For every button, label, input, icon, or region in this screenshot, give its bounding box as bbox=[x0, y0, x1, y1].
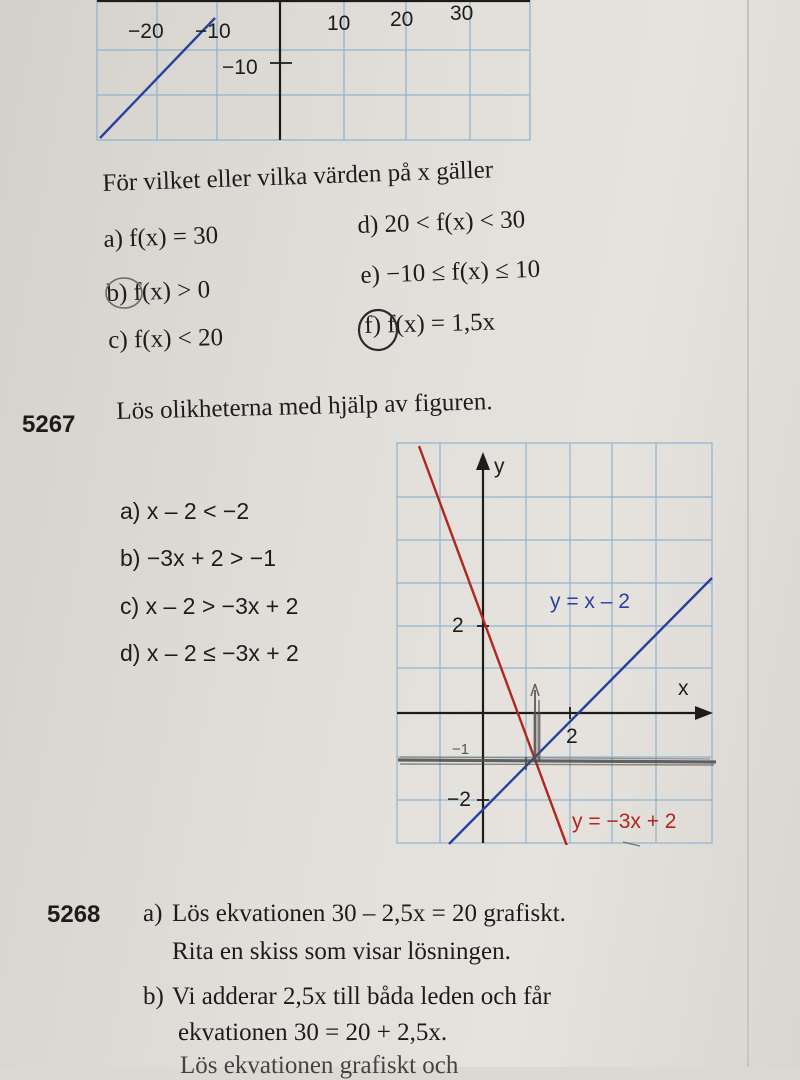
part-5267-a-label: a) bbox=[120, 498, 141, 524]
top-y-tick: −10 bbox=[222, 56, 258, 79]
line-y-equals-minus-3x-plus-2 bbox=[419, 446, 567, 846]
problem-5268-a-label: a) bbox=[143, 900, 163, 927]
prev-part-c-label: c) bbox=[108, 326, 129, 354]
problem-5268-a-line2: Rita en skiss som visar lösningen. bbox=[172, 938, 511, 965]
y-tick-minus-2: −2 bbox=[447, 788, 471, 811]
prev-part-e-label: e) bbox=[360, 261, 381, 289]
problem-5268-number: 5268 bbox=[47, 901, 101, 928]
prev-question: För vilket eller vilka värden på x gäller bbox=[102, 156, 494, 197]
prev-part-d-text: 20 < f(x) < 30 bbox=[384, 206, 526, 239]
x-axis-label: x bbox=[678, 677, 689, 700]
part-5267-d-text: x – 2 ≤ −3x + 2 bbox=[146, 640, 299, 666]
part-5267-c-text: x – 2 > −3x + 2 bbox=[145, 593, 299, 619]
handwritten-minus-1: −1 bbox=[452, 741, 470, 758]
line-y-equals-x-minus-2 bbox=[449, 578, 712, 844]
problem-5267-title: Lös olikheterna med hjälp av figuren. bbox=[116, 388, 493, 425]
problem-5268-b-line2: ekvationen 30 = 20 + 2,5x. bbox=[178, 1019, 448, 1046]
top-x-tick-5: 30 bbox=[450, 2, 474, 25]
label-blue-line: y = x – 2 bbox=[550, 590, 630, 613]
prev-part-c-text: f(x) < 20 bbox=[133, 323, 224, 354]
y-tick-2: 2 bbox=[452, 614, 464, 637]
y-axis-arrow-icon bbox=[476, 452, 490, 470]
top-x-tick-4: 20 bbox=[390, 8, 414, 31]
top-x-tick-3: 10 bbox=[327, 12, 351, 35]
prev-part-f-label: f) bbox=[364, 311, 382, 339]
problem-5268-b-line3: Lös ekvationen grafiskt och bbox=[180, 1052, 459, 1079]
problem-5268-a-line1: Lös ekvationen 30 – 2,5x = 20 grafiskt. bbox=[172, 900, 566, 927]
prev-part-a-label: a) bbox=[103, 225, 124, 253]
x-axis-arrow-icon bbox=[695, 706, 713, 720]
part-5267-c-label: c) bbox=[120, 593, 140, 619]
part-5267-d-label: d) bbox=[120, 640, 141, 666]
part-5267-a-text: x – 2 < −2 bbox=[146, 498, 250, 524]
top-x-tick-2: −10 bbox=[195, 20, 231, 43]
prev-part-a-text: f(x) = 30 bbox=[128, 221, 219, 253]
problem-5268-b-label: b) bbox=[143, 983, 164, 1010]
prev-part-b-label: b) bbox=[106, 279, 128, 307]
prev-part-f-text: f(x) = 1,5x bbox=[386, 308, 496, 339]
part-5267-b-text: −3x + 2 > −1 bbox=[146, 545, 277, 571]
problem-5268-b-line1: Vi adderar 2,5x till båda leden och får bbox=[172, 983, 551, 1010]
figure-grid bbox=[397, 443, 712, 843]
problem-5267-number: 5267 bbox=[22, 411, 76, 438]
top-x-tick-1: −20 bbox=[128, 20, 164, 43]
prev-part-d-label: d) bbox=[357, 211, 379, 239]
prev-part-b-text: f(x) > 0 bbox=[133, 276, 211, 307]
y-axis-label: y bbox=[494, 455, 505, 478]
part-5267-b-label: b) bbox=[120, 545, 141, 571]
prev-part-e-text: −10 ≤ f(x) ≤ 10 bbox=[385, 255, 541, 289]
x-tick-2: 2 bbox=[566, 725, 578, 748]
label-red-line: y = −3x + 2 bbox=[572, 810, 677, 833]
